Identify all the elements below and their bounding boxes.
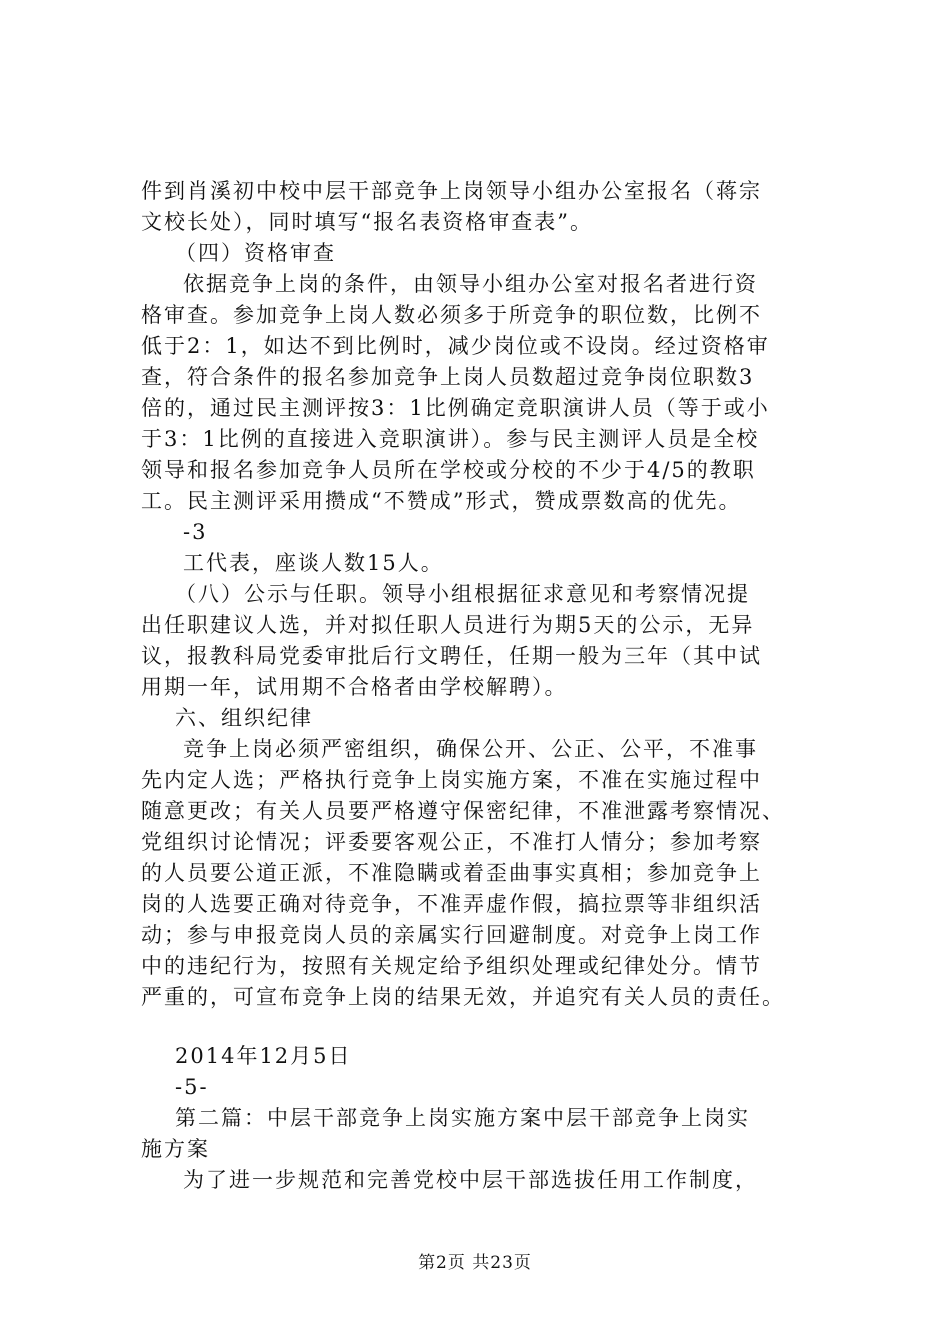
text-line: 低于2：1，如达不到比例时，减少岗位或不设岗。经过资格审 (141, 334, 770, 358)
text-line: 于3：1比例的直接进入竞职演讲）。参与民主测评人员是全校 (141, 427, 760, 451)
text-line: 竞争上岗必须严密组织，确保公开、公正、公平，不准事 (183, 737, 758, 761)
text-line: 的人员要公道正派，不准隐瞒或着歪曲事实真相；参加竞争上 (141, 861, 762, 885)
text-line: 岗的人选要正确对待竞争，不准弄虚作假，搞拉票等非组织活 (141, 892, 762, 916)
page-marker: -3 (183, 520, 208, 544)
page-footer: 第2页 共23页 (418, 1253, 532, 1273)
text-line: 文校长处），同时填写“报名表资格审查表”。 (141, 210, 593, 234)
text-line: 出任职建议人选，并对拟任职人员进行为期5天的公示，无异 (141, 613, 755, 637)
article-title: 第二篇：中层干部竞争上岗实施方案中层干部竞争上岗实 (175, 1106, 750, 1130)
text-line: 中的违纪行为，按照有关规定给予组织处理或纪律处分。情节 (141, 954, 762, 978)
text-line: 倍的，通过民主测评按3：1比例确定竞职演讲人员（等于或小 (141, 396, 770, 420)
text-line: 工。民主测评采用攒成“不赞成”形式，赞成票数高的优先。 (141, 489, 742, 513)
text-line: 件到肖溪初中校中层干部竞争上岗领导小组办公室报名（蒋宗 (141, 179, 762, 203)
section-heading: 六、组织纪律 (175, 706, 313, 730)
text-line: 议，报教科局党委审批后行文聘任，任期一般为三年（其中试 (141, 644, 762, 668)
text-line: 领导和报名参加竞争人员所在学校或分校的不少于4/5的教职 (141, 458, 756, 482)
text-line: 为了进一步规范和完善党校中层干部选拔任用工作制度， (183, 1168, 758, 1192)
text-line: （八）公示与任职。领导小组根据征求意见和考察情况提 (175, 582, 750, 606)
text-line: 查，符合条件的报名参加竞争上岗人员数超过竞争岗位职数3 (141, 365, 755, 389)
text-line: 用期一年，试用期不合格者由学校解聘）。 (141, 675, 568, 699)
text-line: 依据竞争上岗的条件，由领导小组办公室对报名者进行资 (183, 272, 758, 296)
text-line: 党组织讨论情况；评委要客观公正，不准打人情分；参加考察 (141, 830, 762, 854)
text-line: 格审查。参加竞争上岗人数必须多于所竞争的职位数，比例不 (141, 303, 762, 327)
text-line: 随意更改；有关人员要严格遵守保密纪律，不准泄露考察情况、 (141, 799, 785, 823)
text-line: 严重的，可宣布竞争上岗的结果无效，并追究有关人员的责任。 (141, 985, 785, 1009)
text-line: 动；参与申报竞岗人员的亲属实行回避制度。对竞争上岗工作 (141, 923, 762, 947)
text-line: 工代表，座谈人数15人。 (183, 551, 444, 575)
spacer (141, 1013, 825, 1041)
text-line: 先内定人选；严格执行竞争上岗实施方案，不准在实施过程中 (141, 768, 762, 792)
date-line: 2014年12月5日 (175, 1044, 352, 1068)
document-body (141, 176, 825, 1196)
section-heading: （四）资格审查 (175, 241, 336, 265)
page-marker: -5- (175, 1075, 209, 1099)
article-title-continued: 施方案 (141, 1137, 210, 1161)
